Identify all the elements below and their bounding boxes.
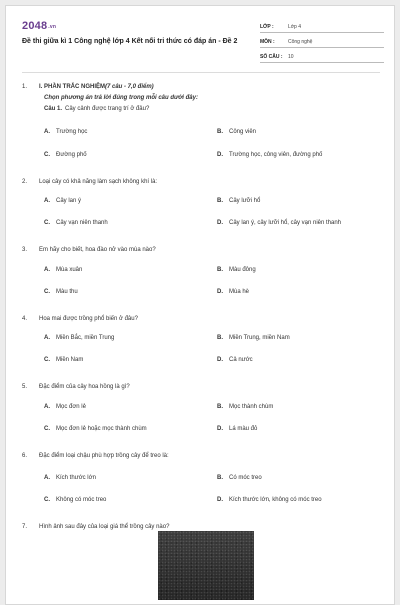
- option-text: Không có móc treo: [56, 497, 107, 503]
- option-letter: A.: [44, 475, 50, 481]
- option-b[interactable]: [217, 404, 273, 410]
- option-letter: A.: [44, 404, 50, 410]
- question-text: Hoa mai được trồng phổ biến ở đâu?: [39, 316, 138, 322]
- meta-value: 10: [288, 54, 294, 60]
- option-text: Kích thước lớn: [56, 475, 96, 481]
- option-letter: A.: [44, 129, 50, 135]
- option-text: Cây lan ý, cây lưỡi hổ, cây vạn niên thanh: [229, 220, 342, 226]
- option-c[interactable]: [44, 152, 87, 158]
- header-divider: [22, 72, 380, 73]
- option-letter: B.: [217, 475, 223, 481]
- option-text: Màu đông: [229, 267, 256, 273]
- option-a[interactable]: [44, 267, 82, 273]
- option-a[interactable]: [44, 129, 87, 135]
- option-text: Mùa xuân: [56, 267, 83, 273]
- meta-row-class: [260, 20, 384, 33]
- option-d[interactable]: [217, 497, 322, 503]
- option-letter: D.: [217, 220, 223, 226]
- option-text: Mọc đơn lẻ hoặc mọc thành chùm: [56, 426, 147, 432]
- question-text: Đặc điểm của cây hoa hồng là gì?: [39, 384, 130, 390]
- meta-row-question-count: [260, 50, 384, 63]
- question-body: Cây cảnh được trang trí ở đâu?: [65, 106, 150, 112]
- logo-main: 2048: [22, 20, 48, 32]
- option-a[interactable]: [44, 198, 81, 204]
- question-text: Hình ảnh sau đây của loại giá thể trồng cây nào?: [39, 524, 170, 530]
- option-text: Mọc đơn lẻ: [56, 404, 86, 410]
- option-letter: D.: [217, 426, 223, 432]
- document-title: Đề thi giữa kì 1 Công nghệ lớp 4 Kết nối tri thức có đáp án - Đề 2: [22, 38, 238, 45]
- option-letter: B.: [217, 404, 223, 410]
- option-text: Miền Nam: [56, 357, 84, 363]
- option-b[interactable]: [217, 198, 260, 204]
- option-c[interactable]: [44, 289, 78, 295]
- option-a[interactable]: [44, 404, 86, 410]
- option-letter: C.: [44, 220, 50, 226]
- option-text: Trường học: [56, 129, 88, 135]
- option-text: Công viên: [229, 129, 257, 135]
- option-letter: B.: [217, 198, 223, 204]
- exam-sheet: [5, 5, 395, 605]
- option-letter: C.: [44, 289, 50, 295]
- question-number: 4.: [22, 316, 28, 322]
- option-letter: C.: [44, 426, 50, 432]
- option-text: Miền Bắc, miền Trung: [56, 335, 115, 341]
- option-letter: A.: [44, 335, 50, 341]
- question-number: 2.: [22, 179, 28, 185]
- growing-medium-photo: [158, 531, 254, 600]
- section-title: I. PHẦN TRẮC NGHIỆM: [39, 84, 105, 90]
- meta-label: MÔN :: [260, 39, 275, 45]
- option-text: Trường học, công viên, đường phố: [229, 152, 323, 158]
- question-text: Đặc điểm loại chậu phù hợp trồng cây để treo là:: [39, 453, 169, 459]
- option-text: Cả nước: [229, 357, 253, 363]
- option-text: Miền Trung, miền Nam: [229, 335, 290, 341]
- meta-label: LỚP :: [260, 24, 274, 30]
- option-text: Có móc treo: [229, 475, 262, 481]
- option-a[interactable]: [44, 335, 114, 341]
- option-a[interactable]: [44, 475, 96, 481]
- document-header: [16, 14, 388, 66]
- option-d[interactable]: [217, 220, 341, 226]
- option-c[interactable]: [44, 220, 108, 226]
- option-c[interactable]: [44, 426, 147, 432]
- option-text: Đường phố: [56, 152, 87, 158]
- instruction-text: Chọn phương án trả lời đúng trong mỗi câu dưới đây:: [44, 95, 198, 101]
- option-letter: D.: [217, 289, 223, 295]
- option-d[interactable]: [217, 426, 257, 432]
- option-text: Màu thu: [56, 289, 78, 295]
- option-d[interactable]: [217, 357, 253, 363]
- question-number: 7.: [22, 524, 28, 530]
- option-letter: C.: [44, 152, 50, 158]
- option-b[interactable]: [217, 267, 256, 273]
- question-number: 5.: [22, 384, 28, 390]
- option-text: Kích thước lớn, không có móc treo: [229, 497, 322, 503]
- option-letter: A.: [44, 198, 50, 204]
- site-logo[interactable]: [22, 20, 56, 32]
- meta-value: Lớp 4: [288, 24, 302, 30]
- question-text: [44, 106, 149, 112]
- question-label: Câu 1.: [44, 106, 63, 112]
- option-letter: B.: [217, 129, 223, 135]
- option-b[interactable]: [217, 129, 256, 135]
- meta-label: SỐ CÂU :: [260, 54, 283, 60]
- option-letter: D.: [217, 497, 223, 503]
- option-text: Cây vạn niên thanh: [56, 220, 108, 226]
- question-number: 1.: [22, 84, 28, 90]
- option-text: Mùa hè: [229, 289, 250, 295]
- option-c[interactable]: [44, 497, 106, 503]
- question-number: 6.: [22, 453, 28, 459]
- option-letter: B.: [217, 267, 223, 273]
- option-letter: C.: [44, 357, 50, 363]
- option-d[interactable]: [217, 289, 249, 295]
- logo-tld: .vn: [48, 24, 57, 30]
- question-text: Em hãy cho biết, hoa đào nở vào mùa nào?: [39, 247, 156, 253]
- option-letter: B.: [217, 335, 223, 341]
- option-d[interactable]: [217, 152, 322, 158]
- option-text: Lá màu đỏ: [229, 426, 258, 432]
- option-letter: C.: [44, 497, 50, 503]
- meta-row-subject: [260, 35, 384, 48]
- option-c[interactable]: [44, 357, 83, 363]
- option-text: Cây lưỡi hổ: [229, 198, 261, 204]
- section-points: (7 câu - 7,0 điểm): [105, 84, 154, 90]
- question-text: Loại cây có khả năng làm sạch không khí là:: [39, 179, 158, 185]
- option-b[interactable]: [217, 335, 290, 341]
- question-number: 3.: [22, 247, 28, 253]
- section-heading: [39, 84, 154, 90]
- exam-meta: [260, 20, 384, 65]
- option-text: Cây lan ý: [56, 198, 82, 204]
- option-letter: D.: [217, 357, 223, 363]
- option-text: Mọc thành chùm: [229, 404, 274, 410]
- option-letter: D.: [217, 152, 223, 158]
- photo-shade: [158, 531, 254, 600]
- option-b[interactable]: [217, 475, 262, 481]
- meta-value: Công nghệ: [288, 39, 313, 45]
- option-letter: A.: [44, 267, 50, 273]
